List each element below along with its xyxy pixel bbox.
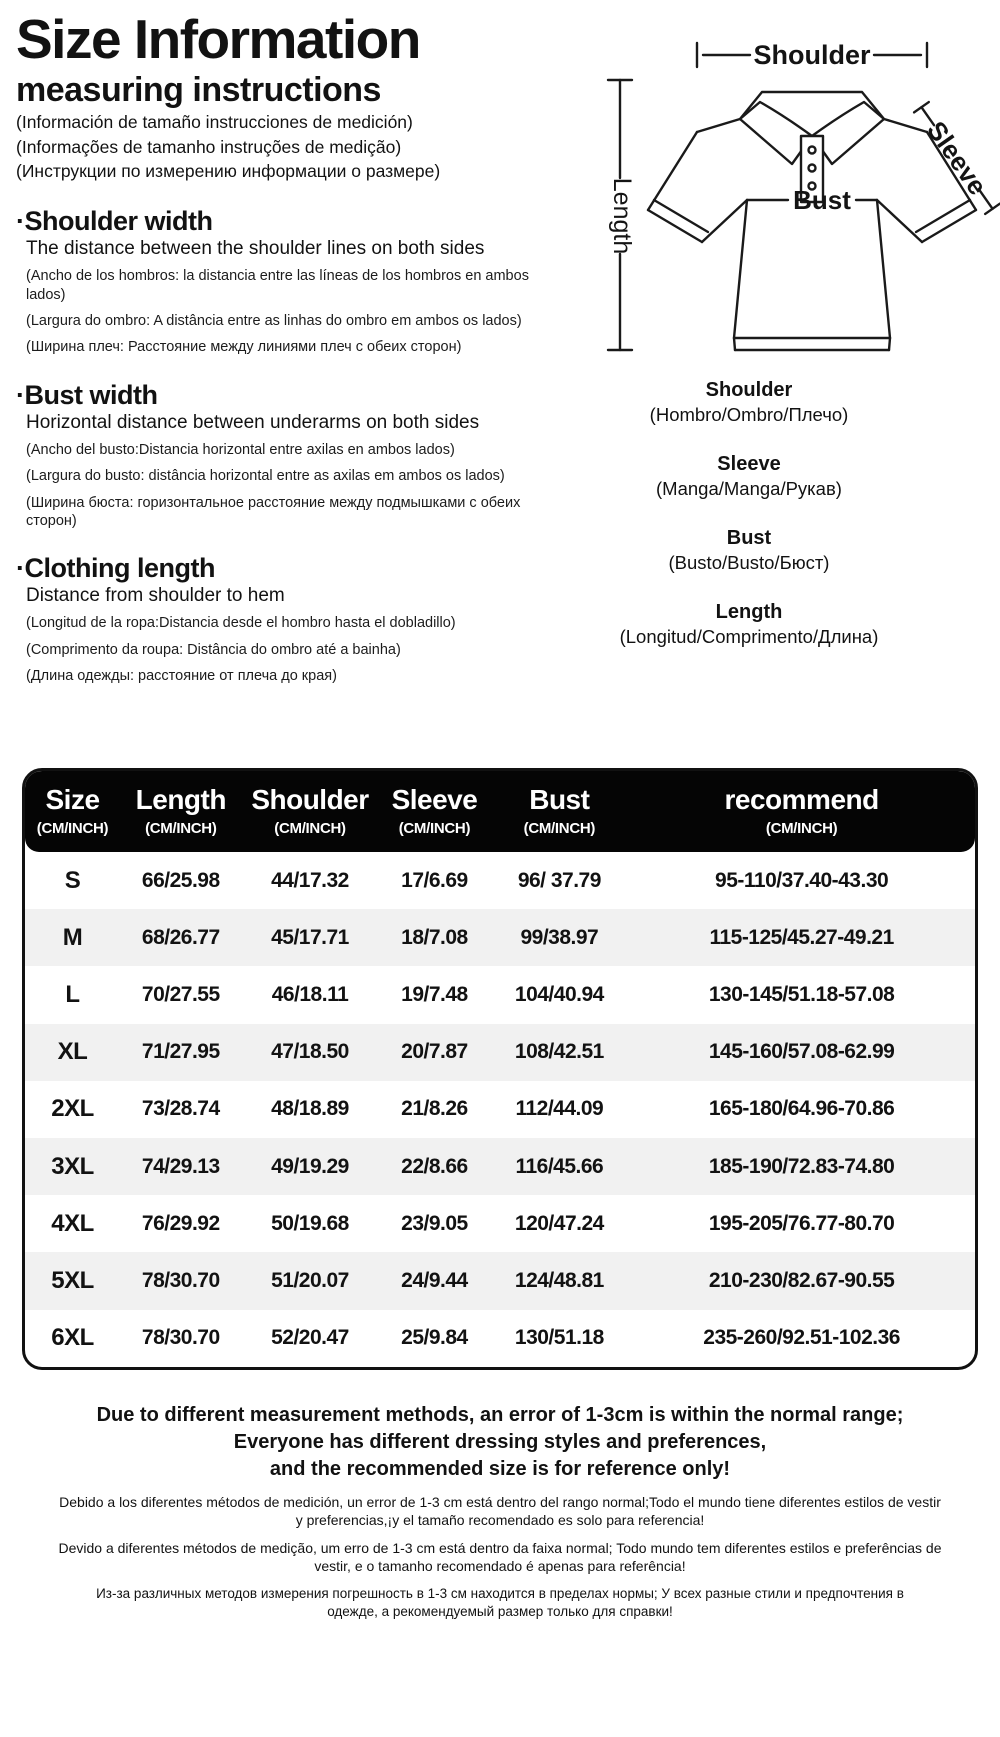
cell-bust: 99/38.97 [520,925,599,949]
section-clothing-length [16,553,564,685]
translation-ru: (Ширина плеч: Расстояние между линиями плеч с обеих сторон) [26,339,462,356]
cell-sleeve: 25/9.84 [401,1326,468,1350]
table-row-2xl [25,1081,975,1138]
subtitle-translations [16,111,564,183]
legend-term: Bust [726,527,772,549]
section-description: Horizontal distance between underarms on both sides [26,411,480,433]
translation-ru: (Длина одежды: расстояние от плеча до края) [26,668,337,685]
cell-sleeve: 24/9.44 [401,1268,468,1292]
translation-ru: (Ширина бюста: горизонтальное расстояние между подмышками с обеих сторон) [26,494,521,530]
cell-size: 4XL [51,1209,94,1237]
table-row-5xl [25,1252,975,1309]
legend-bust [564,527,934,574]
diagram-shoulder-label: Shoulder [753,40,871,70]
legend-sleeve [564,453,934,500]
table-row-m [25,909,975,966]
polo-body [734,200,890,350]
footer-disclaimer [0,1402,1000,1621]
disclaimer-pt: Devido a diferentes métodos de medição, um erro de 1-3 cm está dentro da faixa normal; Todo mundo tem diferentes estilos e preferências de vestir, e o tamanho recomendado é apenas para referência! [58,1540,942,1575]
cell-recommend: 165-180/64.96-70.86 [708,1097,895,1121]
cell-shoulder: 50/19.68 [271,1211,349,1235]
section-translations [16,441,564,531]
section-title: ·Clothing length [16,553,215,584]
cell-recommend: 115-125/45.27-49.21 [709,925,894,949]
section-shoulder-width [16,206,564,357]
cell-shoulder: 49/19.29 [271,1154,349,1178]
cell-size: 3XL [51,1152,94,1180]
disclaimer-en [0,1402,1000,1483]
cell-length: 78/30.70 [141,1268,220,1292]
section-title: ·Shoulder width [16,206,213,237]
section-description: Distance from shoulder to hem [26,585,285,607]
section-translations [16,614,564,685]
legend-shoulder [564,379,934,426]
cell-bust: 96/ 37.79 [517,868,601,892]
column-unit: (CM/INCH) [36,820,109,837]
cell-recommend: 130-145/51.18-57.08 [708,982,895,1006]
cell-size: 2XL [51,1095,94,1123]
diagram-sleeve-label: Sleeve [921,115,993,201]
cell-bust: 130/51.18 [514,1326,604,1350]
polo-shirt-diagram [564,10,1000,362]
cell-shoulder: 44/17.32 [271,868,349,892]
subtitle-translation-pt: (Informações de tamanho instruções de medição) [16,136,402,157]
cell-length: 74/29.13 [141,1154,220,1178]
column-unit: (CM/INCH) [523,820,596,837]
cell-sleeve: 21/8.26 [401,1097,468,1121]
cell-length: 71/27.95 [141,1040,220,1064]
cell-recommend: 235-260/92.51-102.36 [703,1326,900,1350]
disclaimer-en-line1: Due to different measurement methods, an error of 1-3cm is within the normal range; [96,1403,904,1426]
cell-size: 6XL [51,1324,94,1352]
cell-sleeve: 22/8.66 [401,1154,468,1178]
column-header-recommend [628,784,975,837]
cell-size: 5XL [51,1266,94,1294]
translation-es: (Ancho del busto:Distancia horizontal entre axilas en ambos lados) [26,441,455,458]
legend-term: Length [715,601,783,623]
cell-sleeve: 18/7.08 [401,925,468,949]
cell-size: XL [57,1038,88,1066]
legend-length [564,601,934,648]
table-row-l [25,966,975,1023]
cell-shoulder: 52/20.47 [271,1326,349,1350]
column-header-shoulder [242,784,379,837]
table-row-xl [25,1024,975,1081]
translation-es: (Longitud de la ropa:Distancia desde el hombro hasta el dobladillo) [26,615,456,632]
legend-translation: (Manga/Manga/Рукав) [656,478,842,499]
size-table-header [25,771,975,852]
cell-bust: 108/42.51 [514,1040,604,1064]
translation-pt: (Comprimento da roupa: Distância do ombro até a bainha) [26,641,401,658]
section-translations [16,267,564,357]
cell-shoulder: 46/18.11 [271,982,349,1006]
instructions-column [16,10,564,748]
section-description: The distance between the shoulder lines on both sides [26,238,485,260]
cell-bust: 120/47.24 [514,1211,604,1235]
column-title: Shoulder [251,784,369,815]
cell-size: S [64,866,81,894]
cell-recommend: 185-190/72.83-74.80 [708,1154,895,1178]
column-header-length [120,784,242,837]
column-header-bust [490,784,628,837]
table-row-s [25,852,975,909]
column-unit: (CM/INCH) [765,820,838,837]
cell-length: 78/30.70 [141,1326,220,1350]
disclaimer-en-line3: and the recommended size is for reference only! [269,1457,731,1480]
cell-shoulder: 47/18.50 [271,1040,349,1064]
legend-translation: (Busto/Busto/Бюст) [668,552,830,573]
column-unit: (CM/INCH) [274,820,346,837]
page-subtitle: measuring instructions [16,71,381,110]
cell-recommend: 210-230/82.67-90.55 [708,1268,895,1292]
diagram-column [564,10,1000,748]
cell-size: L [65,980,80,1008]
disclaimer-ru: Из-за различных методов измерения погрешность в 1-3 см находится в пределах нормы; У всех разные стили и предпочтения в одежде, а рекомендуемый размер только для справки! [96,1586,904,1619]
page-title: Size Information [16,8,420,70]
translation-pt: (Largura do busto: distância horizontal entre as axilas em ambos os lados) [26,468,505,485]
subtitle-translation-es: (Información de tamaño instrucciones de medición) [16,112,413,133]
table-row-6xl [25,1310,975,1367]
cell-sleeve: 19/7.48 [401,982,468,1006]
legend-translation: (Hombro/Ombro/Плечо) [649,404,849,425]
diagram-legend [564,379,934,648]
polo-shirt-diagram-wrap [564,10,1000,367]
size-table [22,768,978,1370]
translation-es: (Ancho de los hombros: la distancia entre las líneas de los hombros en ambos lados) [26,268,529,303]
legend-term: Sleeve [717,453,781,475]
cell-recommend: 145-160/57.08-62.99 [708,1040,895,1064]
cell-bust: 124/48.81 [514,1268,604,1292]
column-header-sleeve [378,784,490,837]
translation-pt: (Largura do ombro: A distância entre as linhas do ombro em ambos os lados) [26,313,522,329]
cell-shoulder: 48/18.89 [271,1097,349,1121]
cell-size: M [62,923,83,951]
cell-length: 70/27.55 [141,982,220,1006]
column-header-size [25,784,120,837]
column-title: recommend [724,784,879,815]
cell-length: 76/29.92 [141,1211,220,1235]
cell-length: 73/28.74 [141,1097,220,1121]
cell-sleeve: 20/7.87 [401,1040,468,1064]
disclaimer-es: Debido a los diferentes métodos de medición, un error de 1-3 cm está dentro del rango normal;Todo el mundo tiene diferentes estilos de vestir y preferencias,¡y el tamaño recomendado es solo para referencia! [59,1493,941,1528]
diagram-length-label: Length [608,177,636,255]
section-title: ·Bust width [16,379,158,410]
column-title: Length [135,784,226,815]
column-unit: (CM/INCH) [398,820,471,837]
cell-bust: 116/45.66 [515,1154,604,1178]
top-section [0,0,1000,748]
cell-recommend: 195-205/76.77-80.70 [708,1211,895,1235]
cell-length: 68/26.77 [141,925,220,949]
column-unit: (CM/INCH) [145,820,217,837]
column-title: Sleeve [391,784,478,815]
cell-sleeve: 23/9.05 [401,1211,468,1235]
cell-shoulder: 51/20.07 [271,1268,349,1292]
subtitle-translation-ru: (Инструкции по измерению информации о размере) [16,160,441,181]
column-title: Size [45,784,100,815]
section-bust-width [16,380,564,531]
cell-bust: 104/40.94 [514,982,604,1006]
cell-sleeve: 17/6.69 [401,868,468,892]
cell-length: 66/25.98 [141,868,220,892]
legend-term: Shoulder [705,379,793,401]
diagram-bust-label: Bust [793,185,851,215]
column-title: Bust [529,784,590,815]
disclaimer-en-line2: Everyone has different dressing styles and preferences, [233,1430,767,1453]
cell-bust: 112/44.09 [515,1097,604,1121]
cell-shoulder: 45/17.71 [271,925,349,949]
cell-recommend: 95-110/37.40-43.30 [715,868,889,892]
table-row-3xl [25,1138,975,1195]
table-row-4xl [25,1195,975,1252]
legend-translation: (Longitud/Comprimento/Длина) [619,626,879,647]
